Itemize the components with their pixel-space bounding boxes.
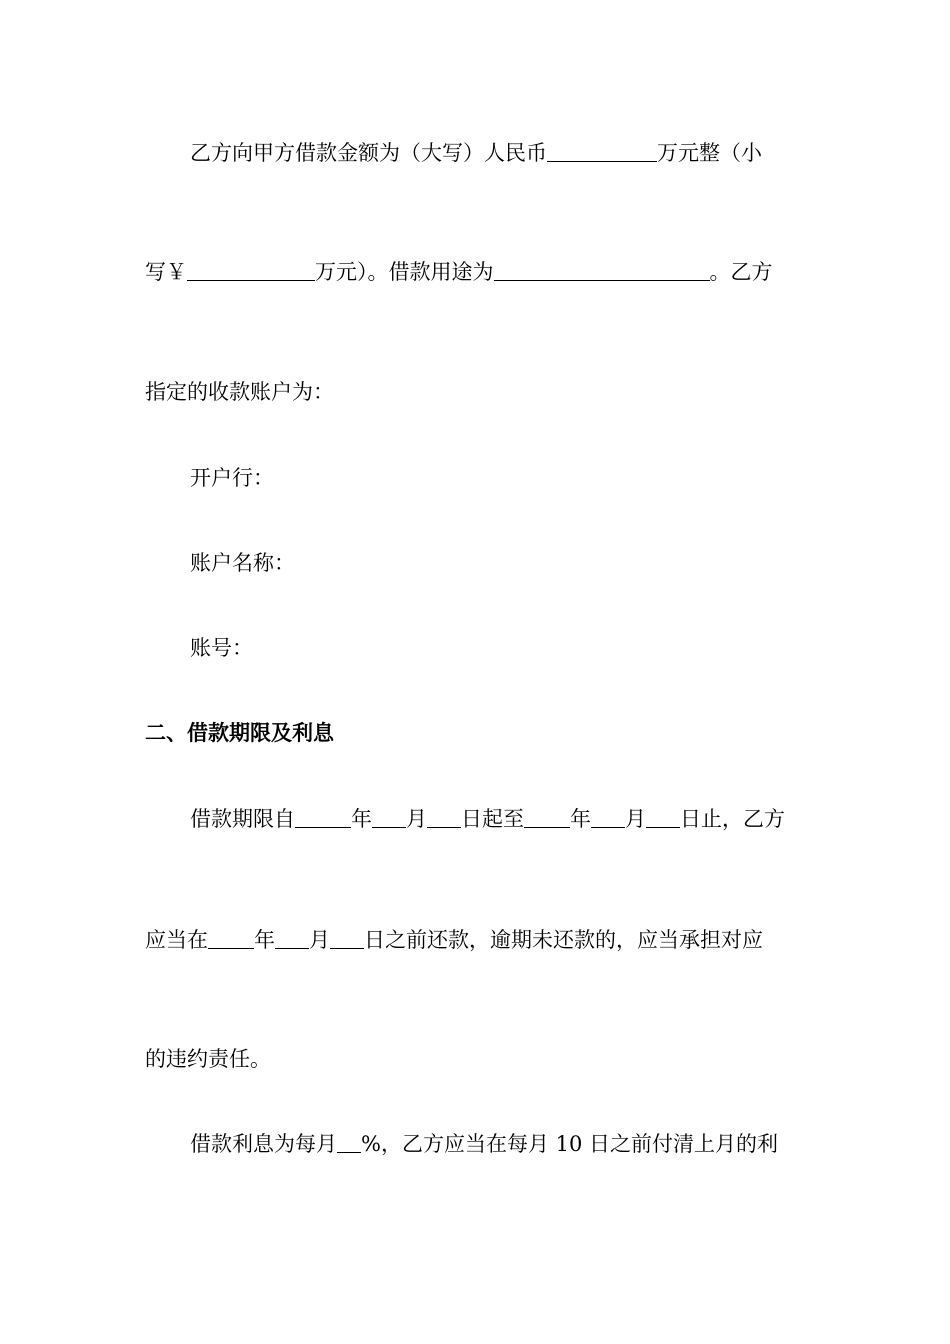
receiving-account-text: 指定的收款账户为：	[145, 380, 334, 404]
amount-lowercase-text: 写￥	[145, 260, 187, 284]
repay-day-blank	[330, 926, 364, 949]
year-text: 年	[570, 807, 591, 831]
section-heading: 二、借款期限及利息	[145, 720, 334, 745]
end-month-blank	[591, 805, 625, 828]
loan-amount-line-3	[145, 377, 334, 407]
loan-amount-line-1	[190, 138, 762, 168]
start-day-blank	[427, 805, 461, 828]
interest-rate-blank	[337, 1130, 361, 1153]
loan-term-line-2	[145, 925, 763, 955]
loan-term-line-1	[190, 804, 785, 834]
repay-text: 应当在	[145, 928, 208, 952]
bank-label: 开户行：	[190, 466, 274, 490]
end-year-blank	[524, 805, 570, 828]
month-text: 月	[406, 807, 427, 831]
loan-amount-unit-text: 万元整（小	[657, 141, 762, 165]
day-start-text: 日起至	[461, 807, 524, 831]
amount-uppercase-blank	[547, 139, 657, 162]
amount-lowercase-blank	[187, 258, 315, 281]
start-year-blank	[295, 805, 351, 828]
year-text: 年	[254, 928, 275, 952]
month-text: 月	[625, 807, 646, 831]
loan-amount-line-2	[145, 257, 773, 287]
loan-term-text: 借款期限自	[190, 807, 295, 831]
liability-text: 的违约责任。	[145, 1047, 271, 1071]
repay-year-blank	[208, 926, 254, 949]
account-number-label: 账号：	[190, 636, 253, 660]
repay-month-blank	[275, 926, 309, 949]
loan-amount-text: 乙方向甲方借款金额为（大写）人民币	[190, 141, 547, 165]
interest-text: 借款利息为每月	[190, 1132, 337, 1156]
end-day-blank	[646, 805, 680, 828]
start-month-blank	[372, 805, 406, 828]
party-b-text: 。乙方	[709, 260, 773, 284]
loan-purpose-blank	[494, 258, 710, 281]
day-end-text: 日止，乙方	[680, 807, 785, 831]
year-text: 年	[351, 807, 372, 831]
loan-term-line-3	[145, 1044, 271, 1074]
interest-payment-text: %，乙方应当在每月 10 日之前付清上月的利	[361, 1132, 779, 1156]
account-name-label: 账户名称：	[190, 551, 295, 575]
interest-line-1	[190, 1129, 778, 1159]
overdue-text: 日之前还款，逾期未还款的，应当承担对应	[364, 928, 763, 952]
month-text: 月	[309, 928, 330, 952]
loan-purpose-text: 万元）。借款用途为	[315, 260, 494, 284]
